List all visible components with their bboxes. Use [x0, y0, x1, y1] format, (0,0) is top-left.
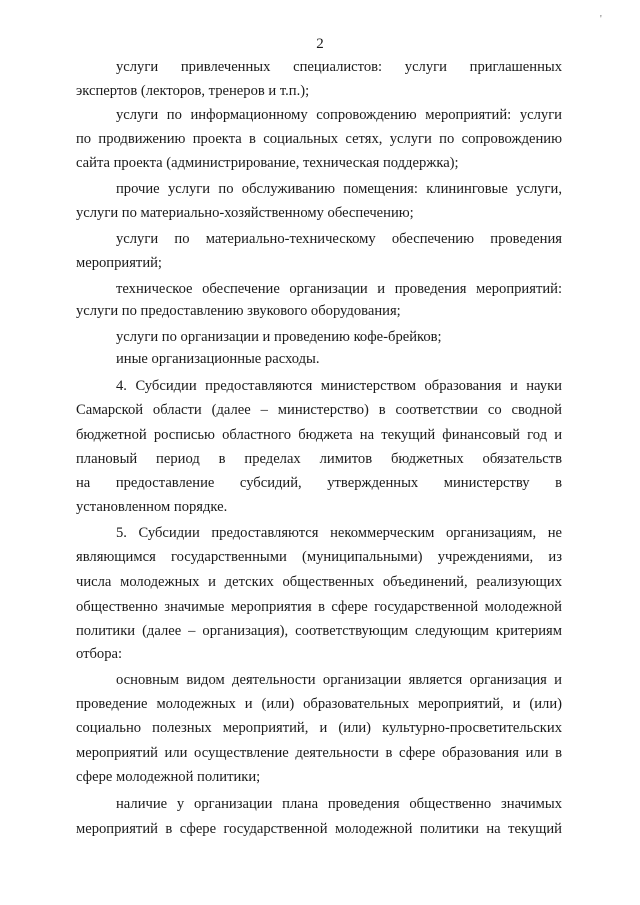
text-line: 5. Субсидии предоставляются некоммерческим организациям, не — [116, 525, 562, 541]
text-line: являющимся государственными (муниципальными) учреждениями, из — [76, 549, 562, 565]
text-line: установленном порядке. — [76, 499, 228, 515]
corner-mark: ' — [600, 14, 602, 25]
text-line: мероприятий; — [76, 255, 162, 271]
text-line: на предоставление субсидий, утвержденных министерству в — [76, 475, 562, 491]
text-line: основным видом деятельности организации является организация и — [116, 672, 562, 688]
text-line: экспертов (лекторов, тренеров и т.п.); — [76, 83, 310, 99]
text-line: прочие услуги по обслуживанию помещения: клининговые услуги, — [116, 181, 562, 197]
text-line: плановый период в пределах лимитов бюджетных обязательств — [76, 451, 562, 467]
text-line: числа молодежных и детских общественных объединений, реализующих — [76, 574, 562, 590]
text-line: услуги по материально-техническому обеспечению проведения — [116, 231, 562, 247]
text-line: услуги привлеченных специалистов: услуги приглашенных — [116, 59, 562, 75]
text-line: мероприятий в сфере государственной молодежной политики на текущий — [76, 821, 562, 837]
page-number: 2 — [316, 36, 324, 52]
text-line: политики (далее – организация), соответствующим следующим критериям — [76, 623, 562, 639]
text-line: бюджетной росписью областного бюджета на текущий финансовый год и — [76, 427, 562, 443]
text-line: отбора: — [76, 646, 123, 662]
text-line: Самарской области (далее – министерство) в соответствии со сводной — [76, 402, 562, 418]
text-line: общественно значимые мероприятия в сфере государственной молодежной — [76, 599, 562, 615]
text-line: мероприятий или осуществление деятельности в сфере образования или в — [76, 745, 562, 761]
text-line: услуги по информационному сопровождению мероприятий: услуги — [116, 107, 562, 123]
text-line: иные организационные расходы. — [116, 351, 320, 367]
text-line: услуги по предоставлению звукового оборудования; — [76, 303, 401, 319]
text-line: наличие у организации плана проведения общественно значимых — [116, 796, 562, 812]
text-line: 4. Субсидии предоставляются министерством образования и науки — [116, 378, 562, 394]
text-line: социально полезных мероприятий, и (или) культурно-просветительских — [76, 720, 562, 736]
text-line: сфере молодежной политики; — [76, 769, 261, 785]
text-line: сайта проекта (администрирование, техническая поддержка); — [76, 155, 459, 171]
text-line: по продвижению проекта в социальных сетях, услуги по сопровождению — [76, 131, 562, 147]
text-line: техническое обеспечение организации и проведения мероприятий: — [116, 281, 562, 297]
text-line: проведение молодежных и (или) образовательных мероприятий, и (или) — [76, 696, 562, 712]
text-line: услуги по организации и проведению кофе-брейков; — [116, 329, 442, 345]
text-line: услуги по материально-хозяйственному обеспечению; — [76, 205, 414, 221]
